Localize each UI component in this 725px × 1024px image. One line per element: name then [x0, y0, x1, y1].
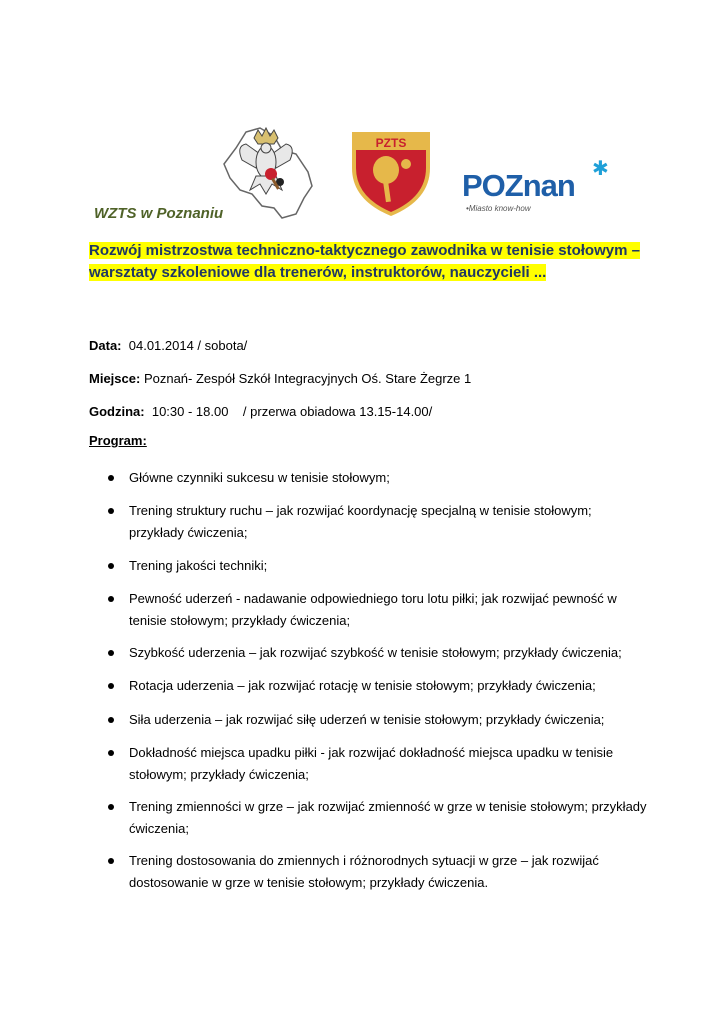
- place-label: Miejsce:: [89, 371, 141, 386]
- place-row: [89, 370, 471, 388]
- list-item: Rotacja uderzenia – jak rozwijać rotację w tenisie stołowym; przykłady ćwiczenia;: [108, 675, 648, 697]
- organizer-name: WZTS w Poznaniu: [94, 205, 224, 222]
- hours-row: [89, 403, 432, 421]
- bullet-icon: [108, 508, 114, 514]
- title-line-1: Rozwój mistrzostwa techniczno-taktycznego zawodnika w tenisie stołowym –: [89, 242, 640, 259]
- list-item: Trening struktury ruchu – jak rozwijać koordynację specjalną w tenisie stołowym; przykłady ćwiczenia;: [108, 500, 648, 544]
- pzts-logo-text: PZTS: [375, 136, 407, 150]
- bullet-icon: [108, 683, 114, 689]
- list-item: Trening jakości techniki;: [108, 555, 648, 577]
- place-value: Poznań- Zespół Szkół Integracyjnych Oś. Stare Żegrze 1: [143, 371, 472, 386]
- list-item: Dokładność miejsca upadku piłki - jak rozwijać dokładność miejsca upadku w tenisie stołowym; przykłady ćwiczenia;: [108, 742, 648, 786]
- hours-label: Godzina:: [89, 404, 145, 419]
- date-row: [89, 337, 247, 355]
- bullet-icon: [108, 804, 114, 810]
- bullet-icon: [108, 563, 114, 569]
- program-heading: Program:: [89, 433, 147, 448]
- bullet-icon: [108, 717, 114, 723]
- document-title: [89, 240, 649, 284]
- bullet-icon: [108, 596, 114, 602]
- bullet-icon: [108, 858, 114, 864]
- pzts-shield-logo: [348, 128, 434, 220]
- star-icon: ✱: [592, 158, 609, 180]
- bullet-icon: [108, 475, 114, 481]
- bullet-icon: [108, 750, 114, 756]
- poznan-city-logo: [462, 158, 612, 218]
- list-item: Trening zmienności w grze – jak rozwijać zmienność w grze w tenisie stołowym; przykłady ćwiczenia;: [108, 796, 648, 840]
- list-item: Trening dostosowania do zmiennych i różnorodnych sytuacji w grze – jak rozwijać dostosowanie w grze w tenisie stołowym; przykłady ćwiczenia.: [108, 850, 648, 894]
- poznan-logo-tagline: •Miasto know-how: [466, 204, 531, 213]
- list-item: Pewność uderzeń - nadawanie odpowiedniego toru lotu piłki; jak rozwijać pewność w tenisie stołowym; przykłady ćwiczenia;: [108, 588, 648, 632]
- poznan-logo-word: POZnan: [462, 168, 575, 203]
- date-label: Data:: [89, 338, 122, 353]
- hours-value: 10:30 - 18.00 / przerwa obiadowa 13.15-14.00/: [151, 404, 433, 419]
- list-item: Szybkość uderzenia – jak rozwijać szybkość w tenisie stołowym; przykłady ćwiczenia;: [108, 642, 648, 664]
- list-item: Siła uderzenia – jak rozwijać siłę uderzeń w tenisie stołowym; przykłady ćwiczenia;: [108, 709, 648, 731]
- title-line-2: warsztaty szkoleniowe dla trenerów, instruktorów, nauczycieli ...: [89, 264, 547, 281]
- date-value: 04.01.2014 / sobota/: [128, 338, 248, 353]
- bullet-icon: [108, 650, 114, 656]
- list-item: Główne czynniki sukcesu w tenisie stołowym;: [108, 467, 648, 489]
- wielkopolska-eagle-logo: [216, 120, 316, 222]
